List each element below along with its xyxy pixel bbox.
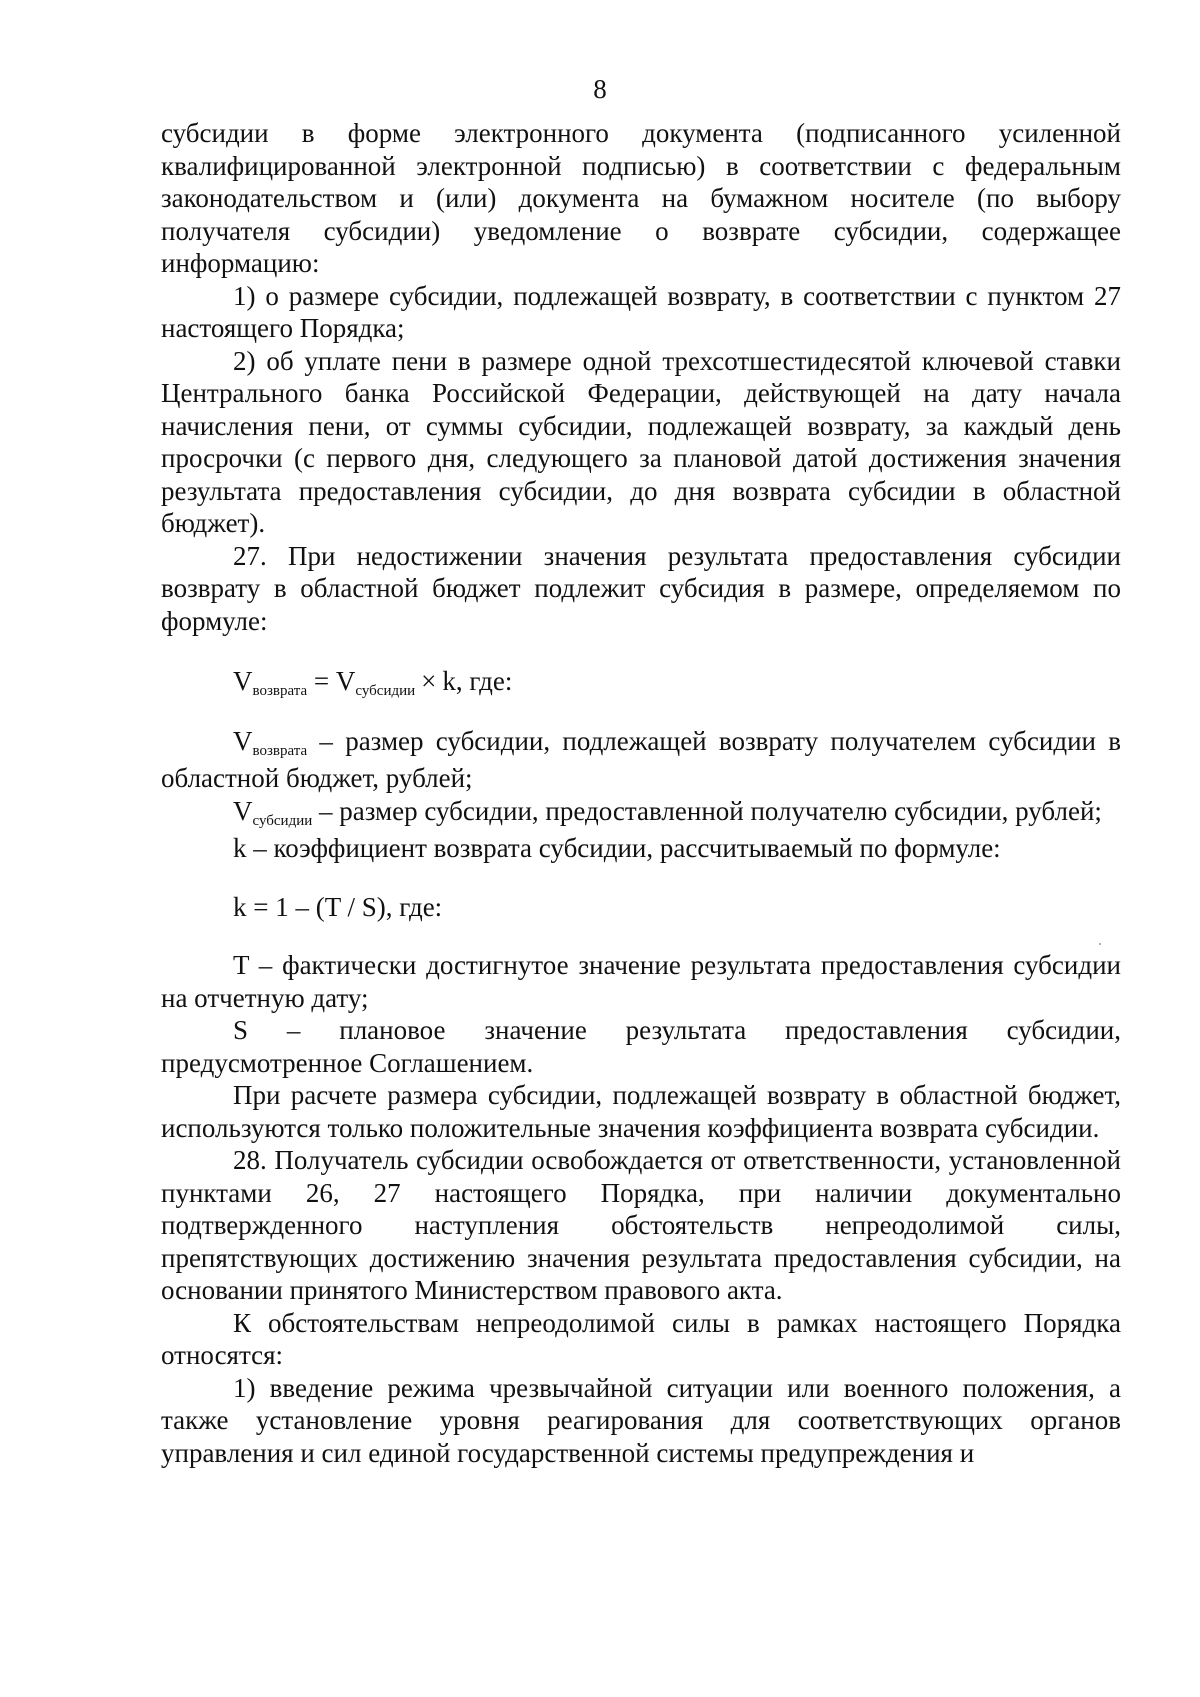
paragraph-calculation-note: При расчете размера субсидии, подлежащей возврату в областной бюджет, используются только положительные значения коэффициента возврата субсидии. xyxy=(161,1080,1121,1143)
formula-return-amount xyxy=(161,665,1121,703)
paragraph-force-majeure: К обстоятельствам непреодолимой силы в рамках настоящего Порядка относятся: xyxy=(161,1307,1121,1370)
formula-times-sign: × xyxy=(421,666,437,696)
definition-v-return-text: – размер субсидии, подлежащей возврату получателем субсидии в областной бюджет, рублей; xyxy=(161,725,1121,793)
document-body xyxy=(161,117,1121,1469)
definition-v-return xyxy=(161,725,1121,795)
list-item-2-penalty: 2) об уплате пени в размере одной трехсотшестидесятой ключевой ставки Центрального банка Российской Федерации, действующей на дату начала начисления пени, от суммы субсидии, подлежащей возврату, за каждый день просрочки (с первого дня, следующего за плановой датой достижения значения результата предоставления субсидии, до дня возврата субсидии в областной бюджет). xyxy=(161,345,1121,538)
definition-v-subsidy xyxy=(161,795,1121,833)
formula-tail: k, где: xyxy=(442,666,513,696)
list-item-1-return-amount: 1) о размере субсидии, подлежащей возврату, в соответствии с пунктом 27 настоящего Порядка; xyxy=(161,280,1121,343)
formula-coefficient: k = 1 – (T / S), где: xyxy=(233,891,443,922)
definition-v-subsidy-subscript: субсидии xyxy=(252,812,313,829)
force-majeure-item-1: 1) введение режима чрезвычайной ситуации или военного положения, а также установление уровня реагирования для соответствующих органов управления и сил единой государственной системы предупреждения и xyxy=(161,1372,1121,1468)
formula-equals: = V xyxy=(307,666,356,696)
definition-v-subsidy-text: – размер субсидии, предоставленной получателю субсидии, рублей; xyxy=(312,795,1102,826)
definition-t: T – фактически достигнутое значение результата предоставления субсидии на отчетную дату; xyxy=(161,950,1121,1013)
paragraph-28: 28. Получатель субсидии освобождается от ответственности, установленной пунктами 26, 27 настоящего Порядка, при наличии документально подтвержденного наступления обстоятельств непреодолимой силы, препятствующих достижению значения результата предоставления субсидии, на основании принятого Министерством правового акта. xyxy=(161,1145,1121,1305)
formula-lhs-symbol: V xyxy=(233,666,253,696)
definition-v-subsidy-symbol: V xyxy=(233,795,253,826)
formula-rhs-subscript: субсидии xyxy=(355,683,416,699)
paragraph-27: 27. При недостижении значения результата предоставления субсидии возврату в областной бюджет подлежит субсидия в размере, определяемом по формуле: xyxy=(161,540,1121,636)
definition-k: k – коэффициент возврата субсидии, рассчитываемый по формуле: xyxy=(233,833,1001,863)
paragraph-subsidy-notice: субсидии в форме электронного документа (подписанного усиленной квалифицированной электронной подписью) в соответствии с федеральным законодательством и (или) документа на бумажном носителе (по выбору получателя субсидии) уведомление о возврате субсидии, содержащее информацию: xyxy=(161,118,1121,278)
page-number: 8 xyxy=(593,74,607,104)
definition-s: S – плановое значение результата предоставления субсидии, предусмотренное Соглашением. xyxy=(161,1015,1121,1078)
formula-lhs-subscript: возврата xyxy=(252,683,308,699)
definition-v-return-symbol: V xyxy=(233,725,253,756)
scan-artifact xyxy=(1099,943,1101,945)
definition-v-return-subscript: возврата xyxy=(252,742,308,759)
